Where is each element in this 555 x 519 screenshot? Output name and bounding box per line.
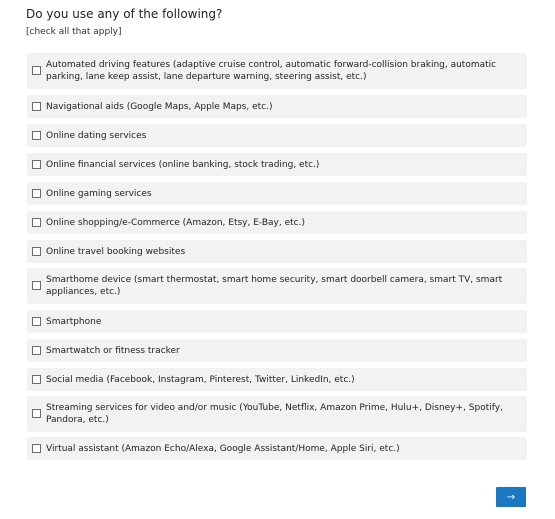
option-online-travel[interactable] [27,240,527,263]
option-label: Social media (Facebook, Instagram, Pinterest, Twitter, LinkedIn, etc.) [46,374,355,385]
checkbox[interactable] [32,247,41,256]
checkbox[interactable] [32,281,41,290]
option-label: Online dating services [46,130,147,141]
checkbox[interactable] [32,409,41,418]
checkbox[interactable] [32,317,41,326]
option-online-gaming[interactable] [27,182,527,205]
checkbox[interactable] [32,102,41,111]
option-label: Smarthome device (smart thermostat, smart home security, smart doorbell camera, smart TV, smart appliances, etc.) [46,275,503,297]
option-social-media[interactable] [27,368,527,391]
option-navigational-aids[interactable] [27,95,527,118]
next-button[interactable] [496,487,526,507]
option-label: Automated driving features (adaptive cruise control, automatic forward-collision braking, automatic parking, lane keep assist, lane departure warning, steering assist, etc.) [46,60,497,82]
checkbox[interactable] [32,131,41,140]
arrow-right-icon: → [506,491,516,503]
option-label: Online travel booking websites [46,246,186,257]
option-label: Online shopping/e-Commerce (Amazon, Etsy, E-Bay, etc.) [46,217,305,228]
option-smartphone[interactable] [27,310,527,333]
option-label: Smartwatch or fitness tracker [46,345,180,356]
option-smarthome-device[interactable] [27,268,527,304]
checkbox[interactable] [32,346,41,355]
checkbox[interactable] [32,160,41,169]
checkbox[interactable] [32,375,41,384]
option-label: Virtual assistant (Amazon Echo/Alexa, Google Assistant/Home, Apple Siri, etc.) [46,443,400,454]
instruction-text: [check all that apply] [26,27,122,37]
checkbox[interactable] [32,189,41,198]
option-label: Online financial services (online banking, stock trading, etc.) [46,159,320,170]
checkbox[interactable] [32,444,41,453]
option-virtual-assistant[interactable] [27,437,527,460]
option-automated-driving[interactable] [27,53,527,89]
option-smartwatch[interactable] [27,339,527,362]
option-online-shopping[interactable] [27,211,527,234]
option-label: Streaming services for video and/or music (YouTube, Netflix, Amazon Prime, Hulu+, Disney+, Spotify, Pandora, etc.) [46,403,503,425]
question-text: Do you use any of the following? [26,7,223,21]
option-label: Navigational aids (Google Maps, Apple Maps, etc.) [46,101,273,112]
checkbox[interactable] [32,66,41,75]
option-online-dating[interactable] [27,124,527,147]
option-online-financial[interactable] [27,153,527,176]
option-streaming-services[interactable] [27,396,527,432]
option-label: Smartphone [46,316,102,327]
option-label: Online gaming services [46,188,152,199]
checkbox[interactable] [32,218,41,227]
